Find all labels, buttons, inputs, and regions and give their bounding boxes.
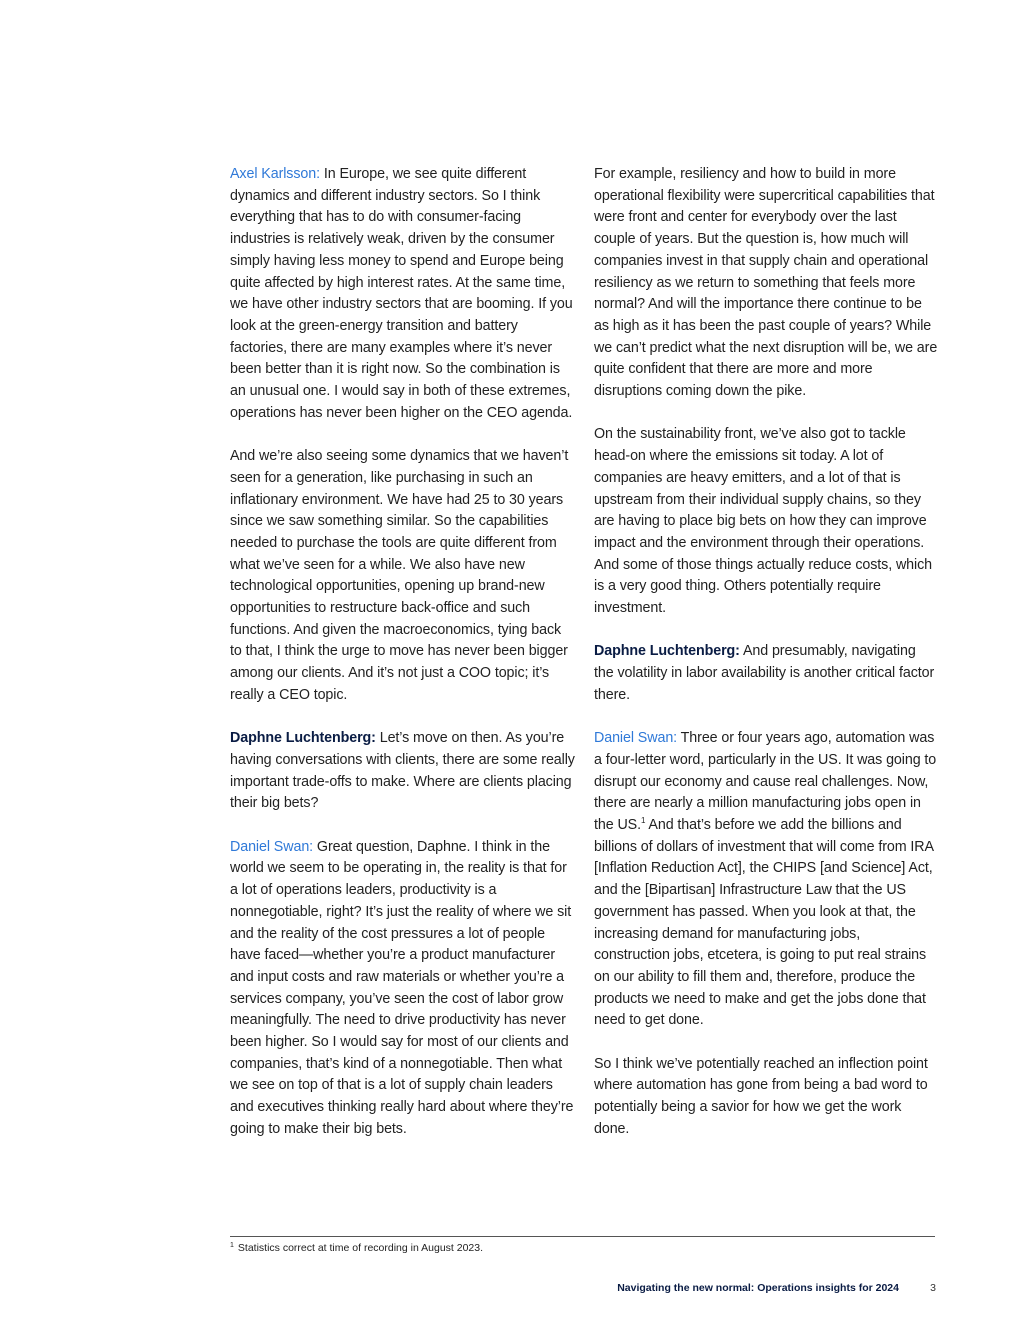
speaker-axel: Axel Karlsson:	[230, 166, 320, 182]
paragraph-daniel-5	[594, 1054, 939, 1141]
left-column	[230, 164, 575, 1162]
paragraph-text: In Europe, we see quite different dynamics and different industry sectors. So I think everything that has to do with consumer-facing industries is relatively weak, driven by the consumer simply having less money to spend and Europe being quite affected by high interest rates. At the same time, we have other industry sectors that are booming. If you look at the green-energy transition and battery factories, there are many examples where it’s never been better than it is right now. So the combination is an unusual one. I would say in both of these extremes, operations has never been higher on the CEO agenda.	[230, 166, 573, 421]
paragraph-daniel-3	[594, 424, 939, 619]
footnote-marker: 1	[230, 1241, 234, 1249]
paragraph-text: For example, resiliency and how to build in more operational flexibility were supercritical capabilities that were front and center for everybody over the last couple of years. But the question is, how much will companies invest in that supply chain and operational resiliency as we return to something that feels more normal? And will the importance there continue to be as high as it has been the past couple of years? While we can’t predict what the next disruption will be, we are quite confident that there are more and more disruptions coming down the pike.	[594, 166, 938, 400]
footnote-ref[interactable]: 1	[640, 816, 646, 826]
speaker-daphne: Daphne Luchtenberg:	[230, 730, 376, 747]
paragraph-text: On the sustainability front, we’ve also got to tackle head-on where the emissions sit today. A lot of companies are heavy emitters, and a lot of that is upstream from their individual supply chains, so they are having to place big bets on how they can improve impact and the environment through their operations. And some of those things actually reduce costs, which is a very good thing. Others potentially require investment.	[594, 426, 933, 617]
footnote-divider	[230, 1236, 935, 1237]
paragraph-axel-1	[230, 164, 575, 424]
right-column	[594, 164, 939, 1162]
paragraph-daniel-4	[594, 728, 939, 1032]
paragraph-text: Let’s move on then. As you’re having conversations with clients, there are some really important trade-offs to make. Where are clients placing their big bets?	[230, 730, 575, 812]
footnote	[230, 1242, 483, 1254]
speaker-daniel: Daniel Swan:	[230, 838, 314, 855]
footnote-text: Statistics correct at time of recording in August 2023.	[237, 1242, 484, 1254]
paragraph-text: And that’s before we add the billions and billions of dollars of investment that will come from IRA [Inflation Reduction Act], the CHIPS [and Science] Act, and the [Bipartisan] Infrastructure Law that the US government has passed. When you look at that, the increasing demand for manufacturing jobs, construction jobs, etcetera, is going to put real strains on our ability to fill them and, therefore, produce the products we need to make and get the jobs done that need to get done.	[594, 817, 934, 1029]
page-number: 3	[930, 1282, 936, 1294]
paragraph-daniel-2	[594, 164, 939, 403]
paragraph-daphne-2	[594, 641, 939, 706]
paragraph-daphne-1	[230, 728, 575, 815]
paragraph-text: And presumably, navigating the volatility in labor availability is another critical factor there.	[594, 643, 935, 703]
speaker-daphne: Daphne Luchtenberg:	[594, 643, 740, 660]
paragraph-axel-2	[230, 446, 575, 706]
paragraph-text: So I think we’ve potentially reached an inflection point where automation has gone from being a bad word to potentially being a savior for how we get the work done.	[594, 1055, 928, 1137]
paragraph-daniel-1	[230, 837, 575, 1141]
speaker-daniel: Daniel Swan:	[594, 730, 678, 747]
paragraph-text: Three or four years ago, automation was a four-letter word, particularly in the US. It was going to disrupt our economy and cause real challenges. Now, there are nearly a million manufacturing jobs open in the US.	[594, 730, 937, 834]
running-title: Navigating the new normal: Operations insights for 2024	[617, 1282, 899, 1294]
paragraph-text: Great question, Daphne. I think in the world we seem to be operating in, the reality is that for a lot of operations leaders, productivity is a nonnegotiable, right? It’s just the reality of where we sit and the reality of the cost pressures a lot of people have faced—whether you’re a product manufacturer and input costs and raw materials or whether you’re a services company, you’ve seen the cost of labor grow meaningfully. The need to drive productivity has never been higher. So I would say for most of our clients and companies, that’s kind of a nonnegotiable. Then what we see on top of that is a lot of supply chain leaders and executives thinking really hard about where they’re going to make their big bets.	[230, 838, 574, 1137]
paragraph-text: And we’re also seeing some dynamics that we haven’t seen for a generation, like purchasing in such an inflationary environment. We have had 25 to 30 years since we saw something similar. So the capabilities needed to purchase the tools are quite different from what we’ve seen for a while. We also have new technological opportunities, opening up brand-new opportunities to restructure back-office and such functions. And given the macroeconomics, tying back to that, I think the urge to move has never been bigger among our clients. And it’s not just a COO topic; it’s really a CEO topic.	[230, 448, 569, 703]
